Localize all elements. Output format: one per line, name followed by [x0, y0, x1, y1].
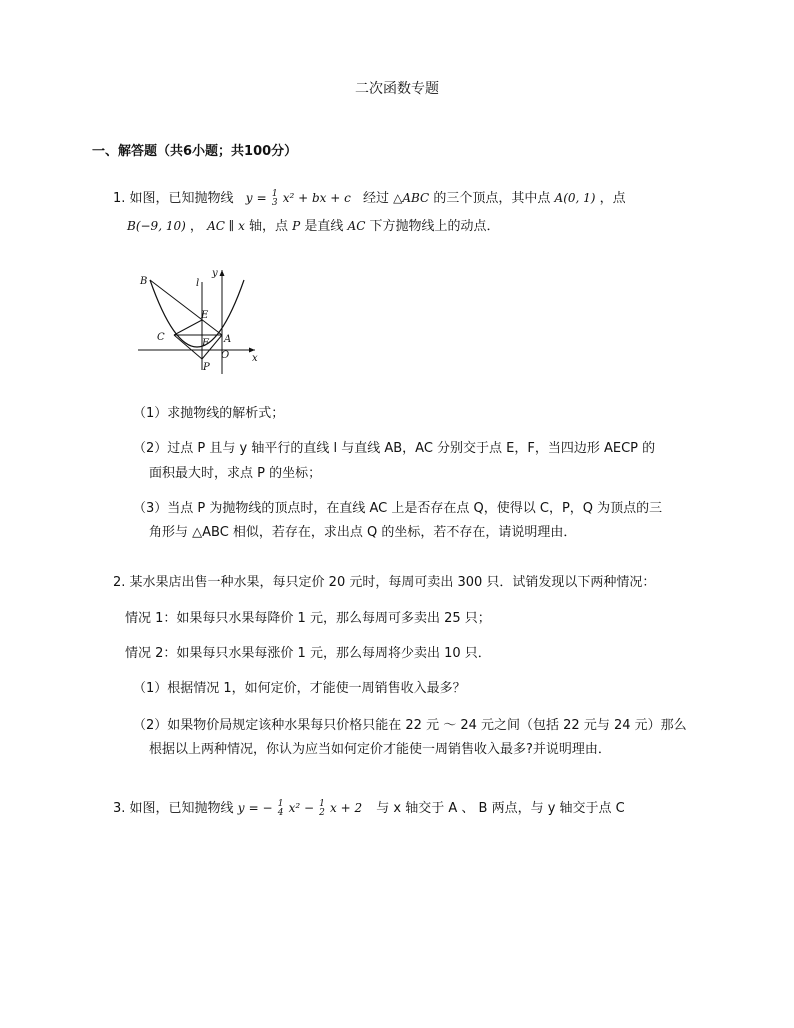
q2-case2: 情况 2：如果每只水果每涨价 1 元，那么每周将少卖出 10 只．: [125, 646, 491, 661]
q3-eq-y: y: [237, 801, 245, 815]
q3-f1-den: 4: [277, 807, 284, 818]
label-a: A: [224, 334, 232, 345]
q3-line1: [113, 799, 625, 818]
q2-sub2-line2: 根据以上两种情况，你认为应当如何定价才能使一周销售收入最多?并说明理由．: [149, 742, 611, 757]
q2-sub2-line1: （2）如果物价局规定该种水果每只价格只能在 22 元 ～ 24 元之间（包括 22 元与 24 元）那么: [133, 718, 687, 733]
q1-intro: 1. 如图，已知抛物线: [113, 191, 234, 206]
q3-f2-den: 2: [319, 807, 325, 818]
label-x: x: [252, 353, 258, 364]
q1-sub3-line2: 角形与 △ABC 相似，若存在，求出点 Q 的坐标，若不存在，请说明理由．: [149, 525, 577, 540]
q1-comma-point: ，点: [599, 191, 626, 206]
q1-is-line: 是直线: [304, 219, 344, 234]
y-axis-arrow-icon: [220, 270, 225, 276]
q1-vertices: 的三个顶点，其中点: [433, 191, 551, 206]
x-axis-arrow-icon: [249, 348, 255, 353]
q1-eq-rest: x² + bx + c: [282, 191, 351, 205]
q3-eq-mid: x² −: [288, 801, 315, 815]
q1-point-a: A(0, 1): [554, 191, 596, 205]
q1-comma: ，: [189, 219, 203, 234]
q1-sub1: （1）求抛物线的解析式；: [133, 406, 285, 421]
q1-eq-fraction: [272, 190, 278, 208]
q3-eq-eq: = −: [248, 801, 273, 815]
label-o: O: [221, 350, 230, 361]
q1-frac-num: 1: [271, 188, 278, 199]
q1-point-p: P: [292, 219, 301, 233]
q1-figure: [130, 262, 265, 377]
label-p: P: [203, 362, 210, 373]
label-c: C: [157, 332, 165, 343]
q1-sub2-line1: （2）过点 P 且与 y 轴平行的直线 l 与直线 AB，AC 分别交于点 E，F，当四边形 AECP 的: [133, 441, 656, 456]
segment-ce: [174, 320, 202, 335]
q1-line1: [113, 189, 626, 208]
q1-point-b: B(−9, 10): [127, 219, 186, 233]
q1-moving-point: 下方抛物线上的动点．: [369, 219, 500, 234]
q1-sub2-line2: 面积最大时，求点 P 的坐标；: [149, 466, 322, 481]
q3-f1-num: 1: [277, 798, 284, 809]
label-f: F: [202, 338, 209, 349]
q1-frac-den: 3: [271, 197, 278, 208]
q1-axis-text: 轴，点: [249, 219, 289, 234]
q3-rest: 与 x 轴交于 A 、 B 两点，与 y 轴交于点 C: [376, 801, 625, 816]
label-e: E: [201, 310, 209, 321]
page-title: 二次函数专题: [355, 81, 439, 97]
q1-line2: [127, 217, 500, 236]
q2-line1: 2. 某水果店出售一种水果，每只定价 20 元时，每周可卖出 300 只．试销发现以下两种情况：: [113, 575, 656, 590]
q3-intro: 3. 如图，已知抛物线: [113, 801, 234, 816]
section-heading: 一、解答题（共6小题；共100分）: [92, 144, 298, 159]
q1-triangle: △ABC: [393, 191, 430, 205]
label-y: y: [212, 268, 218, 279]
q3-fraction-2: [319, 800, 325, 818]
q2-case1: 情况 1：如果每只水果每降价 1 元，那么每周可多卖出 25 只；: [125, 611, 491, 626]
q1-sub3-line1: （3）当点 P 为抛物线的顶点时，在直线 AC 上是否存在点 Q，使得以 C，P，Q 为顶点的三: [133, 501, 663, 516]
q3-f2-num: 1: [319, 798, 325, 809]
q1-ac-parallel: AC ∥ x: [207, 219, 245, 233]
q1-passes: 经过: [362, 191, 389, 206]
q1-eq-y: y: [245, 191, 253, 205]
q3-fraction-1: [278, 800, 284, 818]
q1-eq-eq: =: [256, 191, 267, 205]
label-b: B: [140, 276, 148, 287]
label-l: l: [196, 278, 200, 289]
q3-eq-tail: x + 2: [330, 801, 363, 815]
q2-sub1: （1）根据情况 1，如何定价，才能使一周销售收入最多？: [133, 681, 466, 696]
q1-line-ac: AC: [347, 219, 366, 233]
